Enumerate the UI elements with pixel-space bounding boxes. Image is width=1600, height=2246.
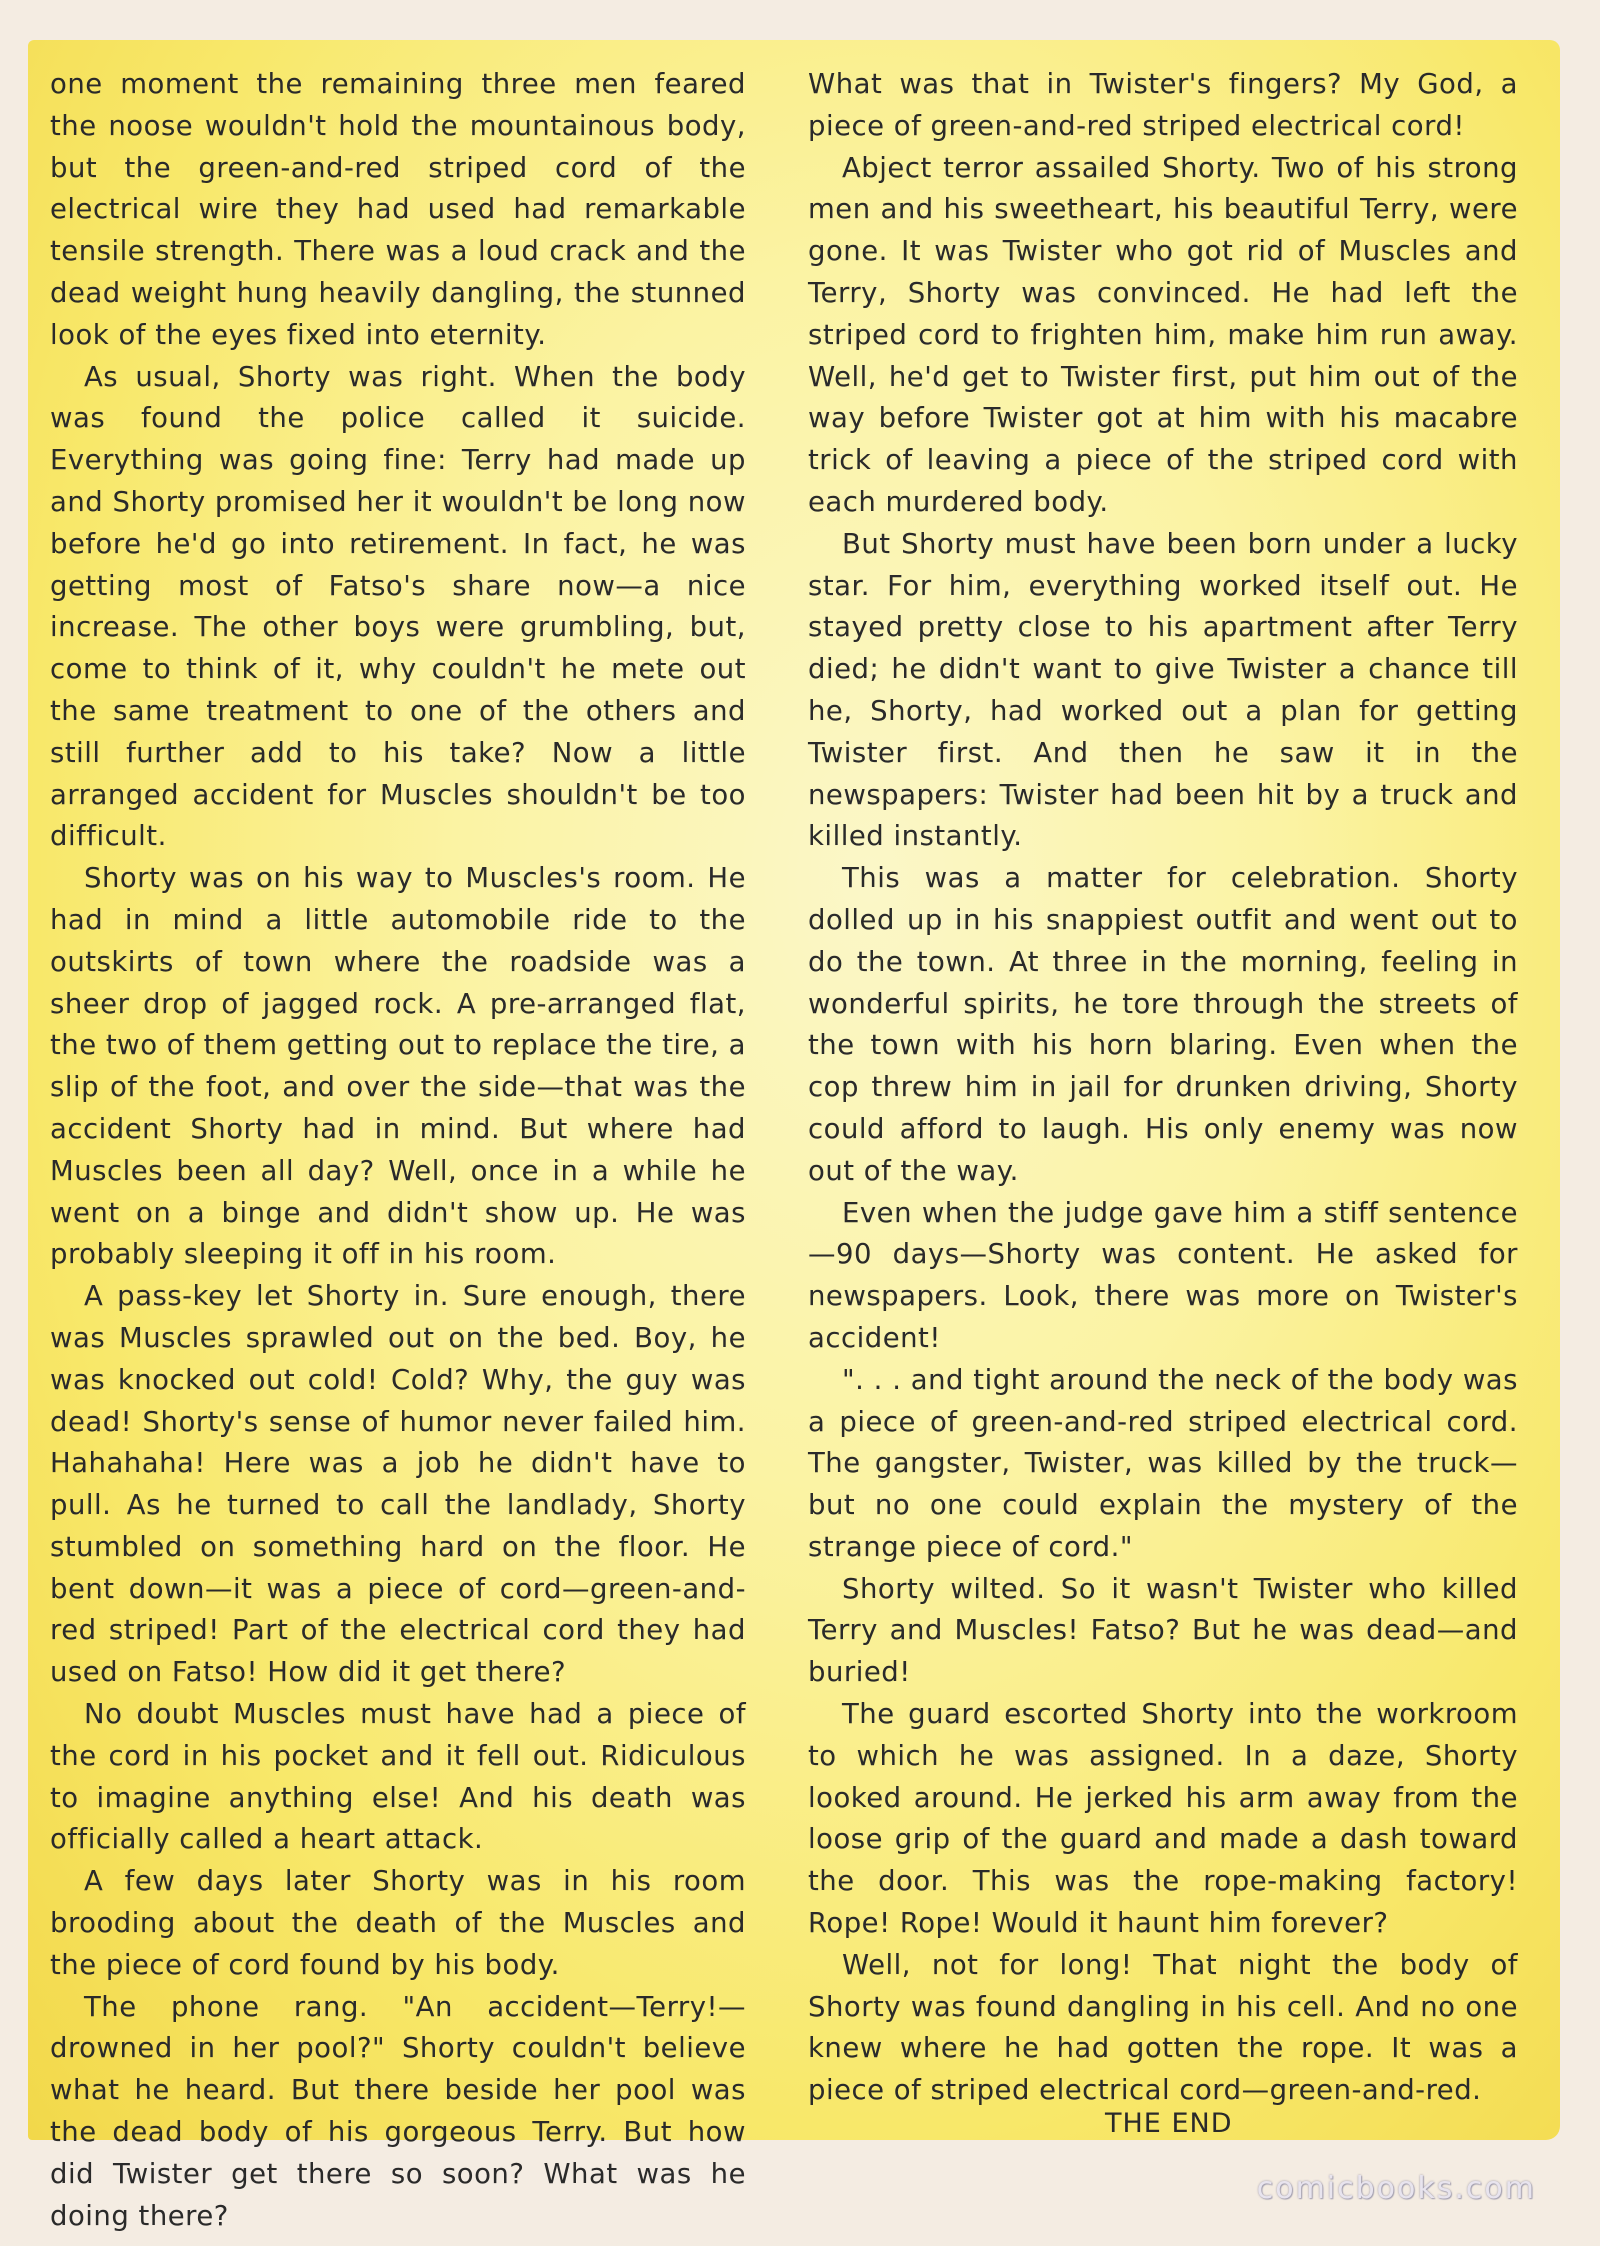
paragraph: A few days later Shorty was in his room brooding about the death of the Muscles and the piece of cord found by his body. [50,1865,746,1981]
paragraph: Well, not for long! That night the body of Shorty was found dangling in his cell. And no one knew where he had gotten the rope. It was a piece of striped electrical cord—green-and-red. [808,1948,1518,2107]
the-end-label: THE END [1105,2108,1233,2139]
paragraph: But Shorty must have been born under a lucky star. For him, everything worked itself out. He stayed pretty close to his apartment after Terry died; he didn't want to give Twister a chance till he, Shorty, had worked out a plan for getting Twister first. And then he saw it in the newspapers: Twister had been hit by a truck and killed instantly. [808,527,1518,853]
right-text-column [808,64,1518,2112]
paragraph: This was a matter for celebration. Shorty dolled up in his snappiest outfit and went out to do the town. At three in the morning, feeling in wonderful spirits, he tore through the streets of the town with his horn blaring. Even when the cop threw him in jail for drunken driving, Shorty could afford to laugh. His only enemy was now out of the way. [808,862,1518,1187]
paragraph: A pass-key let Shorty in. Sure enough, there was Muscles sprawled out on the bed. Boy, he was knocked out cold! Cold? Why, the guy was dead! Shorty's sense of humor never failed him. Hahahaha! Here was a job he didn't have to pull. As he turned to call the landlady, Shorty stumbled on something hard on the floor. He bent down—it was a piece of cord—green-and-red striped! Part of the electrical cord they had used on Fatso! How did it get there? [50,1280,746,1689]
paragraph: Shorty wilted. So it wasn't Twister who killed Terry and Muscles! Fatso? But he was dead—and buried! [808,1572,1518,1689]
paragraph: one moment the remaining three men feared the noose wouldn't hold the mountainous body, but the green-and-red striped cord of the electrical wire they had used had remarkable tensile strength. There was a loud crack and the dead weight hung heavily dangling, the stunned look of the eyes fixed into eternity. [50,68,746,351]
paragraph: What was that in Twister's fingers? My God, a piece of green-and-red striped electrical cord! [808,68,1518,142]
left-text-column [50,64,746,2237]
watermark-logo: comicbooks.com [1256,2171,1536,2206]
paragraph: ". . . and tight around the neck of the body was a piece of green-and-red striped electrical cord. The gangster, Twister, was killed by the truck—but no one could explain the mystery of the strange piece of cord." [808,1363,1518,1563]
paragraph: As usual, Shorty was right. When the body was found the police called it suicide. Everything was going fine: Terry had made up and Shorty promised her it wouldn't be long now before he'd go into retirement. In fact, he was getting most of Fatso's share now—a nice increase. The other boys were grumbling, but, come to think of it, why couldn't he mete out the same treatment to one of the others and still further add to his take? Now a little arranged accident for Muscles shouldn't be too difficult. [50,360,746,853]
paragraph: The guard escorted Shorty into the workroom to which he was assigned. In a daze, Shorty looked around. He jerked his arm away from the loose grip of the guard and made a dash toward the door. This was the rope-making factory! Rope! Rope! Would it haunt him forever? [808,1698,1518,1940]
paragraph: Shorty was on his way to Muscles's room. He had in mind a little automobile ride to the outskirts of town where the roadside was a sheer drop of jagged rock. A pre-arranged flat, the two of them getting out to replace the tire, a slip of the foot, and over the side—that was the accident Shorty had in mind. But where had Muscles been all day? Well, once in a while he went on a binge and didn't show up. He was probably sleeping it off in his room. [50,862,746,1271]
paragraph: No doubt Muscles must have had a piece of the cord in his pocket and it fell out. Ridiculous to imagine anything else! And his death was officially called a heart attack. [50,1698,746,1856]
paragraph: Abject terror assailed Shorty. Two of his strong men and his sweetheart, his beautiful Terry, were gone. It was Twister who got rid of Muscles and Terry, Shorty was convinced. He had left the striped cord to frighten him, make him run away. Well, he'd get to Twister first, put him out of the way before Twister got at him with his macabre trick of leaving a piece of the striped cord with each murdered body. [808,151,1518,518]
paragraph: Even when the judge gave him a stiff sentence —90 days—Shorty was content. He asked for newspapers. Look, there was more on Twister's accident! [808,1196,1518,1354]
paragraph: The phone rang. "An accident—Terry!—drowned in her pool?" Shorty couldn't believe what he heard. But there beside her pool was the dead body of his gorgeous Terry. But how did Twister get there so soon? What was he doing there? [50,1990,746,2232]
